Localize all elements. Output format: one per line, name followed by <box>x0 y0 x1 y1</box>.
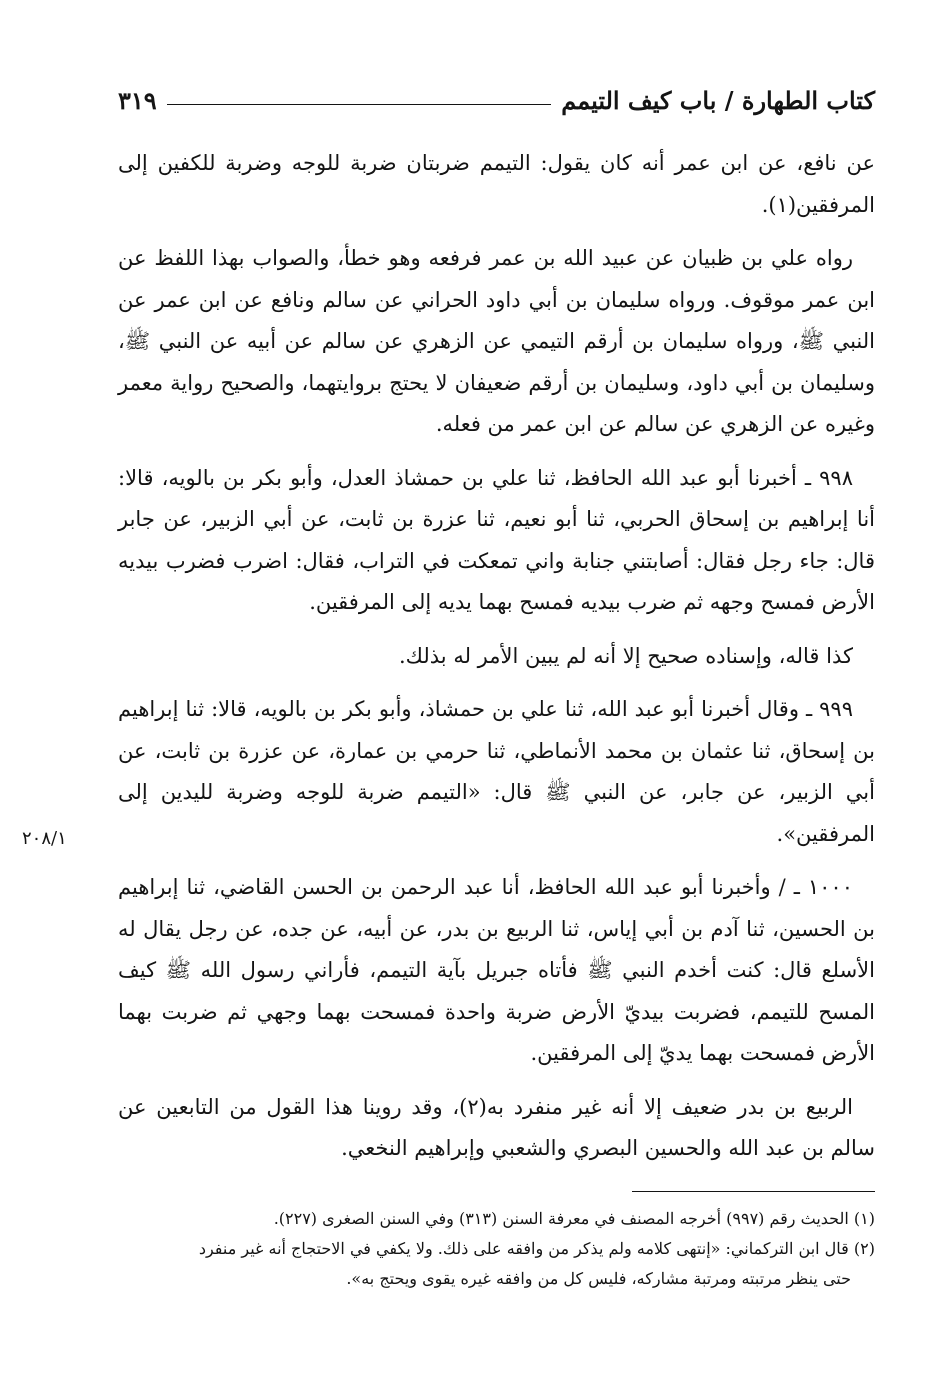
paragraph-2: رواه علي بن ظبيان عن عبيد الله بن عمر فرفعه وهو خطأ، والصواب بهذا اللفظ عن ابن عمر موقوف. ورواه سليمان بن أبي داود الحراني عن سالم ونافع عن ابن عمر عن النبي ﷺ، ورواه سليمان بن أرقم التيمي عن الزهري عن سالم عن أبيه عن النبي ﷺ، وسليمان بن أبي داود، وسليمان بن أرقم ضعيفان لا يحتج بروايتهما، والصحيح رواية معمر وغيره عن الزهري عن سالم عن ابن عمر من فعله. <box>118 246 875 436</box>
running-header <box>118 80 875 120</box>
header-rule <box>167 104 552 105</box>
paragraph-comment-998: كذا قاله، وإسناده صحيح إلا أنه لم يبين الأمر له بذلك. <box>399 643 853 668</box>
footnotes <box>118 1204 875 1294</box>
main-text <box>118 143 875 1182</box>
paragraph-1: عن نافع، عن ابن عمر أنه كان يقول: التيمم ضربتان ضربة للوجه وضربة للكفين إلى المرفقين(١). <box>118 151 875 217</box>
chapter-title: كتاب الطهارة / باب كيف التيمم <box>561 85 875 115</box>
hadith-998: ٩٩٨ ـ أخبرنا أبو عبد الله الحافظ، ثنا علي بن حمشاذ العدل، وأبو بكر بن بالويه، قالا: أنا إبراهيم بن إسحاق الحربي، ثنا أبو نعيم، ثنا عزرة بن ثابت، عن أبي الزبير، عن جابر قال: جاء رجل فقال: أصابتني جنابة واني تمعكت في التراب، فقال: اضرب فضرب بيديه الأرض فمسح وجهه ثم ضرب بيديه فمسح بهما يديه إلى المرفقين. <box>118 465 875 614</box>
footnote-2: (٢) قال ابن التركماني: «إنتهى كلامه ولم يذكر من وافقه على ذلك. ولا يكفي في الاحتجاج أنه غير منفرد <box>198 1239 875 1258</box>
hadith-1000: ١٠٠٠ ـ / وأخبرنا أبو عبد الله الحافظ، أنا عبد الرحمن بن الحسن القاضي، ثنا إبراهيم بن الحسين، ثنا آدم بن أبي إياس، ثنا الربيع بن بدر، عن أبيه، عن جده، عن رجل يقال له الأسلع قال: كنت أخدم النبي ﷺ فأتاه جبريل بآية التيمم، فأراني رسول الله ﷺ كيف المسح للتيمم، فضربت بيديّ الأرض ضربة واحدة فمسحت بهما وجهي ثم ضربت بهما الأرض فمسحت بهما يديّ إلى المرفقين. <box>118 875 875 1065</box>
footnote-1: (١) الحديث رقم (٩٩٧) أخرجه المصنف في معرفة السنن (٣١٣) وفي السنن الصغرى (٢٢٧). <box>273 1209 875 1228</box>
footnote-2-continued: حتى ينظر مرتبته ومرتبة مشاركه، فليس كل من وافقه غيره يقوى ويحتج به». <box>346 1269 851 1288</box>
hadith-999: ٩٩٩ ـ وقال أخبرنا أبو عبد الله، ثنا علي بن حمشاذ، وأبو بكر بن بالويه، قالا: ثنا إبراهيم بن إسحاق، ثنا عثمان بن محمد الأنماطي، ثنا حرمي بن عمارة، عن عزرة بن ثابت، عن أبي الزبير، عن جابر، عن النبي ﷺ قال: «التيمم ضربة للوجه وضربة لليدين إلى المرفقين». <box>118 697 875 846</box>
page-number: ٣١٩ <box>118 85 157 115</box>
manuscript-margin-note: ٢٠٨/١ <box>22 828 67 849</box>
paragraph-comment-1000: الربيع بن بدر ضعيف إلا أنه غير منفرد به(٢)، وقد روينا هذا القول من التابعين عن سالم بن عبد الله والحسين البصري والشعبي وإبراهيم النخعي. <box>118 1094 875 1160</box>
footnote-rule <box>632 1191 875 1192</box>
